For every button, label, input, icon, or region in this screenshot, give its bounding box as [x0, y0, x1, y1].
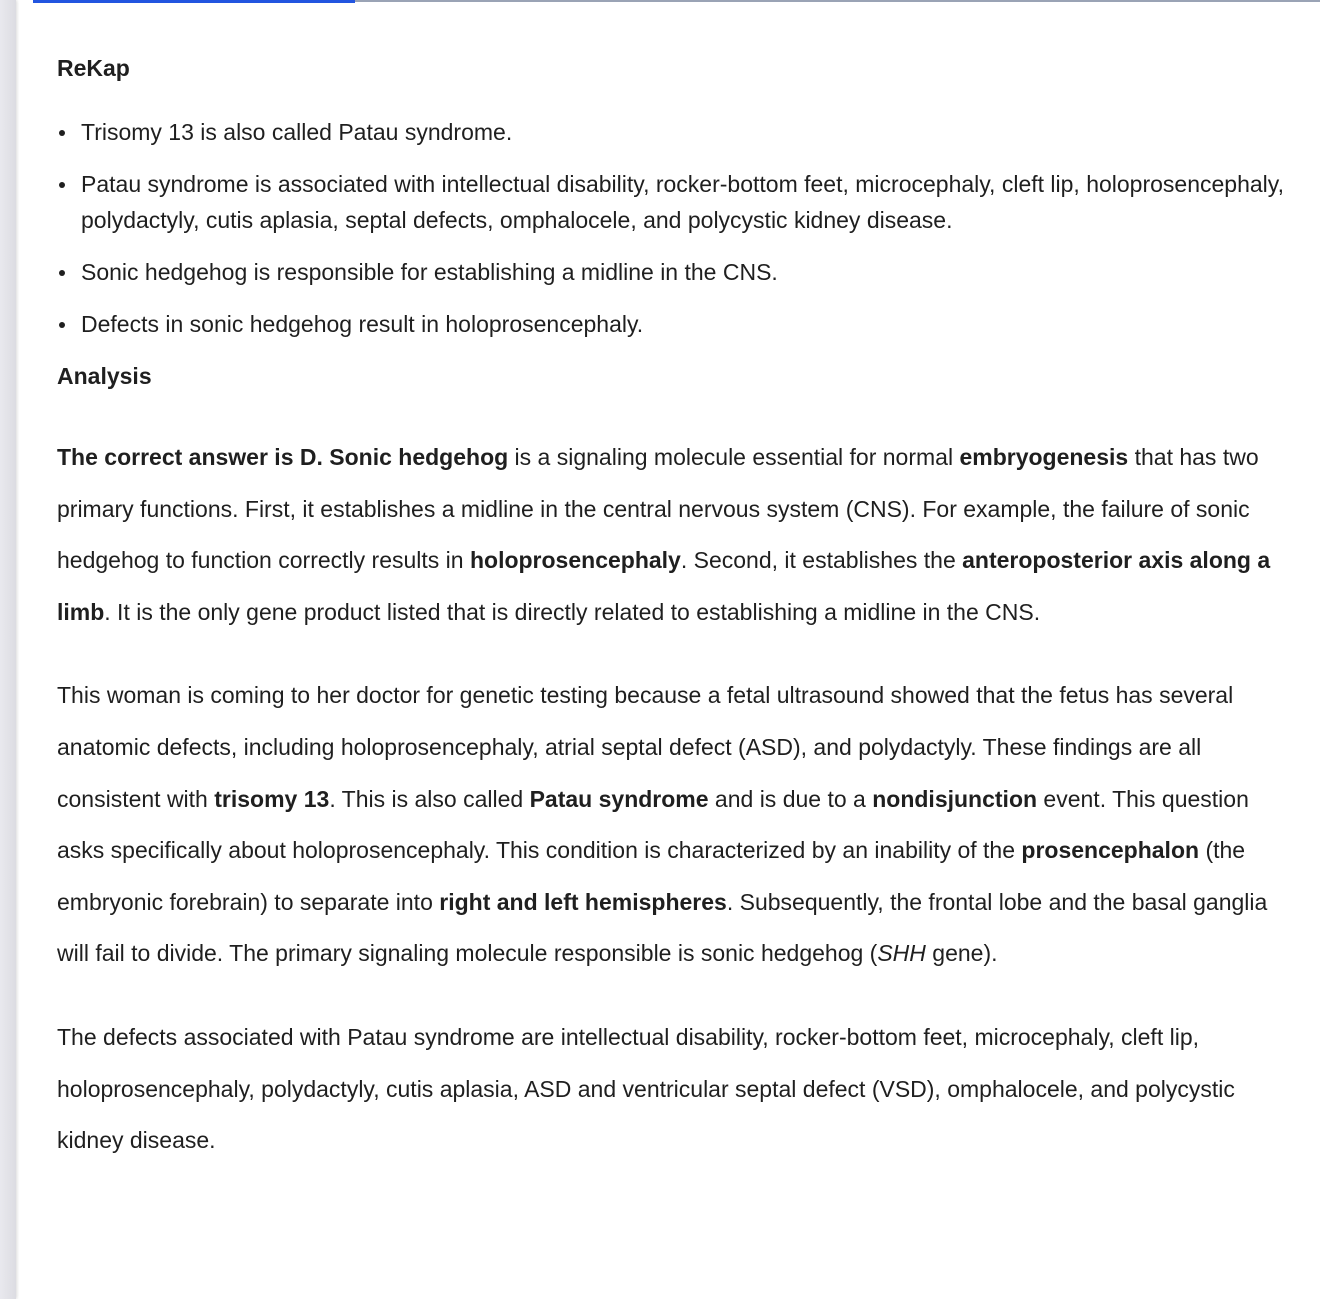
bold-term: right and left hemispheres [439, 888, 727, 915]
text: . Second, it establishes the [680, 547, 963, 574]
analysis-paragraph-2 [57, 670, 1302, 980]
text: . Subsequently, the frontal lobe and the basal ganglia will fail to divide. The primary signaling molecule responsible is sonic hedgehog ( [57, 888, 1268, 967]
bold-term: nondisjunction [872, 785, 1038, 812]
text: . It is the only gene product listed that is directly related to establishing a midline in the CNS. [104, 598, 1041, 625]
rekap-heading: ReKap [57, 55, 130, 81]
bold-term: anteroposterior axis along a limb [57, 547, 1271, 625]
bold-term: trisomy 13 [214, 785, 330, 812]
analysis-heading: Analysis [57, 363, 152, 389]
explanation-content [57, 50, 1302, 1167]
active-tab-indicator[interactable] [33, 0, 355, 3]
list-item: Patau syndrome is associated with intellectual disability, rocker-bottom feet, microcephaly, cleft lip, holoprosencephaly, polydactyly, cutis aplasia, septal defects, omphalocele, and polycystic kidney disease. [81, 166, 1302, 238]
list-item: Sonic hedgehog is responsible for establishing a midline in the CNS. [81, 254, 1302, 290]
list-item: Defects in sonic hedgehog result in holoprosencephaly. [81, 306, 1302, 342]
text: . This is also called [329, 785, 530, 812]
bold-term: prosencephalon [1021, 837, 1200, 864]
text: event. This question asks specifically about holoprosencephaly. This condition is characterized by an inability of the [57, 785, 1249, 864]
bold-term: holoprosencephaly [469, 547, 681, 574]
text: (the embryonic forebrain) to separate into [57, 837, 1246, 915]
bold-term: embryogenesis [959, 444, 1129, 470]
window-left-edge [0, 0, 16, 1299]
text: is a signaling molecule essential for normal [508, 444, 960, 470]
text: This woman is coming to her doctor for genetic testing because a fetal ultrasound showed that the fetus has several anatomic defects, including holoprosencephaly, atrial septal defect (ASD), and polydactyly. These findings are all consistent with [57, 682, 1234, 812]
text: gene). [925, 940, 998, 967]
bold-term: Patau syndrome [529, 785, 709, 812]
analysis-paragraph-3: The defects associated with Patau syndrome are intellectual disability, rocker-bottom feet, microcephaly, cleft lip, holoprosencephaly, polydactyly, cutis aplasia, ASD and ventricular septal defect (VSD), omphalocele, and polycystic kidney disease. [57, 1023, 1235, 1154]
text: and is due to a [708, 785, 873, 812]
list-item: Trisomy 13 is also called Patau syndrome. [81, 114, 1302, 150]
rekap-list [57, 114, 1302, 342]
text: that has two primary functions. First, it establishes a midline in the central nervous system (CNS). For example, the failure of sonic hedgehog to function correctly results in [57, 444, 1259, 574]
analysis-paragraph-1 [57, 432, 1302, 638]
gene-name: SHH [877, 940, 926, 967]
correct-answer-text: The correct answer is D. Sonic hedgehog [57, 444, 509, 470]
